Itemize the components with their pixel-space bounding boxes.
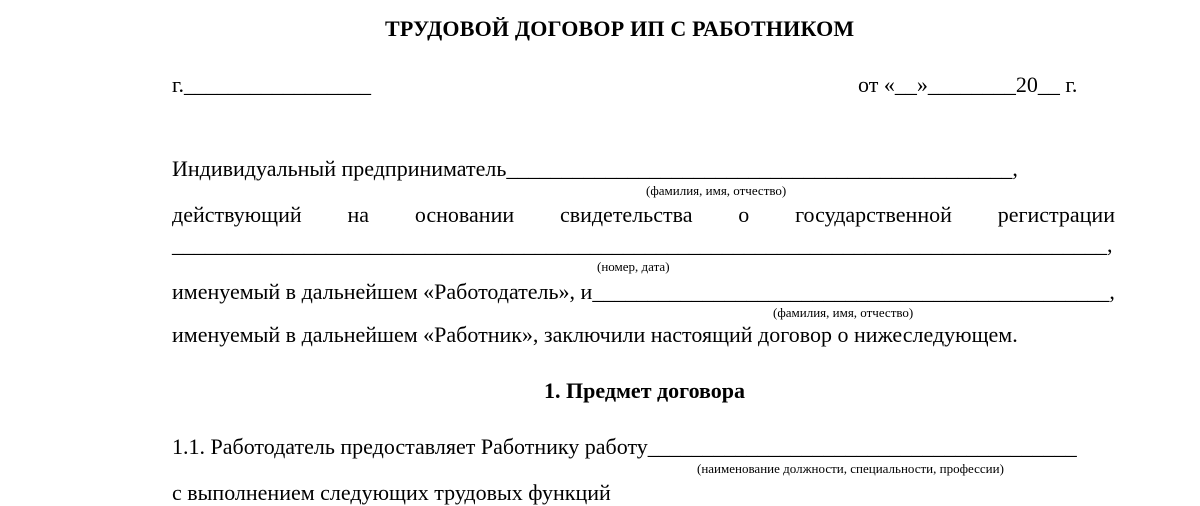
word: государственной [795,202,952,227]
word: регистрации [997,202,1115,227]
caption-number-date: (номер, дата) [597,259,670,274]
preamble-line-5: именуемый в дальнейшем «Работник», заключили настоящий договор о нижеследующем. [172,322,1018,347]
word: действующий [172,202,302,227]
clause-1-1: 1.1. Работодатель предоставляет Работнику работу_______________________________________ [172,434,1077,459]
word: на [347,202,370,227]
caption-fio-1: (фамилия, имя, отчество) [646,183,787,198]
date-line: от «__»________20__ г. [858,72,1078,97]
caption-fio-2: (фамилия, имя, отчество) [773,305,914,320]
preamble-line-2 [172,202,1115,228]
document-title: ТРУДОВОЙ ДОГОВОР ИП С РАБОТНИКОМ [385,16,855,41]
section-heading: 1. Предмет договора [544,378,745,403]
clause-1-1-continuation: с выполнением следующих трудовых функций [172,480,611,505]
preamble-line-4: именуемый в дальнейшем «Работодатель», и_______________________________________________, [172,279,1115,304]
caption-position: (наименование должности, специальности, профессии) [697,461,1004,476]
word: о [738,202,750,227]
preamble-line-3: _____________________________________________________________________________________, [172,232,1113,257]
word: свидетельства [559,202,693,227]
word: основании [414,202,515,227]
city-line: г._________________ [172,72,372,97]
preamble-line-1: Индивидуальный предприниматель______________________________________________, [172,156,1018,181]
